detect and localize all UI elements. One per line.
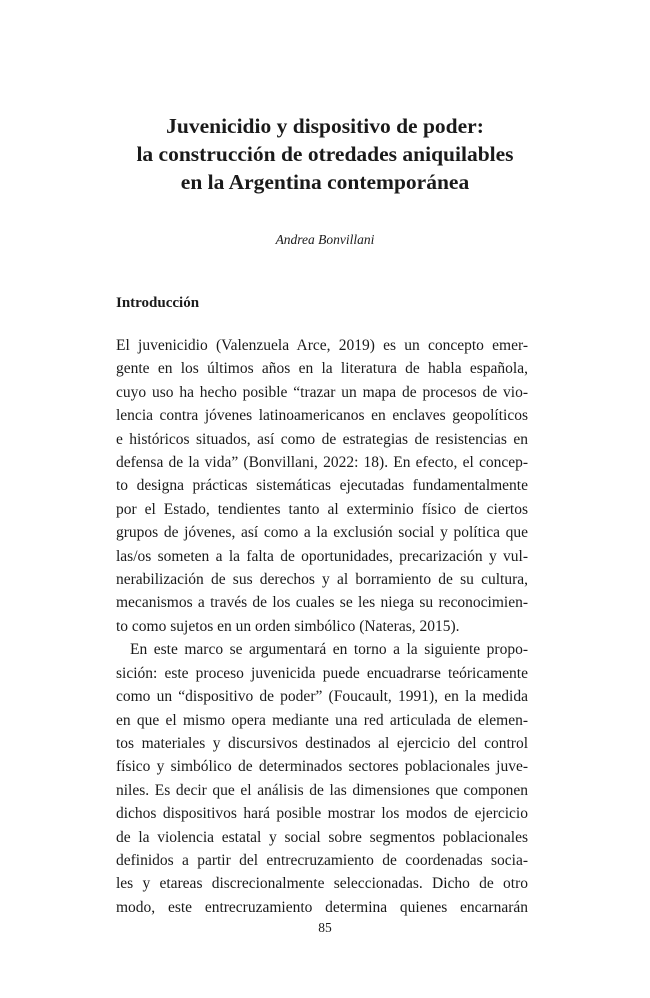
text-line: e históricos situados, así como de estrategias de resistencias en bbox=[116, 430, 528, 448]
text-line: tos materiales y discursivos destinados al ejercicio del control bbox=[116, 734, 528, 752]
text-line: defensa de la vida” (Bonvillani, 2022: 18). En efecto, el concep- bbox=[116, 454, 528, 472]
text-line: mecanismos a través de los cuales se les niega su reconocimien- bbox=[116, 594, 528, 612]
text-line: niles. Es decir que el análisis de las dimensiones que componen bbox=[116, 781, 528, 799]
text-line: gente en los últimos años en la literatura de habla española, bbox=[116, 360, 528, 378]
text-line: En este marco se argumentará en torno a la siguiente propo- bbox=[130, 641, 528, 659]
text-line: modo, este entrecruzamiento determina quienes encarnarán bbox=[116, 898, 528, 916]
text-line: de la violencia estatal y social sobre segmentos poblacionales bbox=[116, 828, 528, 846]
page-number: 85 bbox=[318, 920, 332, 935]
text-line: físico y simbólico de determinados sectores poblacionales juve- bbox=[116, 758, 528, 776]
text-line: dichos dispositivos hará posible mostrar los modos de ejercicio bbox=[116, 805, 528, 823]
chapter-title bbox=[0, 112, 650, 196]
text-line: les y etareas discrecionalmente seleccionadas. Dicho de otro bbox=[116, 875, 528, 893]
text-line: en que el mismo opera mediante una red articulada de elemen- bbox=[116, 711, 528, 729]
text-line: sición: este proceso juvenicida puede encuadrarse teóricamente bbox=[116, 664, 528, 682]
text-line: nerabilización de sus derechos y al borramiento de su cultura, bbox=[116, 571, 528, 589]
title-line: Juvenicidio y dispositivo de poder: bbox=[166, 114, 484, 138]
title-line: en la Argentina contemporánea bbox=[180, 170, 470, 194]
text-line: lencia contra jóvenes latinoamericanos en enclaves geopolíticos bbox=[116, 407, 528, 425]
text-line: por el Estado, tendientes tanto al exterminio físico de ciertos bbox=[116, 500, 528, 518]
text-line: como un “dispositivo de poder” (Foucault, 1991), en la medida bbox=[116, 688, 528, 706]
text-line: to como sujetos en un orden simbólico (Nateras, 2015). bbox=[116, 617, 460, 635]
text-line: cuyo uso ha hecho posible “trazar un mapa de procesos de vio- bbox=[116, 383, 528, 401]
text-line: to designa prácticas sistemáticas ejecutadas fundamentalmente bbox=[116, 477, 528, 495]
text-line: las/os someten a la falta de oportunidades, precarización y vul- bbox=[116, 547, 528, 565]
title-line: la construcción de otredades aniquilables bbox=[136, 142, 514, 166]
author-name: Andrea Bonvillani bbox=[275, 232, 375, 247]
section-heading: Introducción bbox=[116, 295, 200, 311]
text-line: El juvenicidio (Valenzuela Arce, 2019) es un concepto emer- bbox=[116, 337, 528, 354]
text-line: grupos de jóvenes, así como a la exclusión social y política que bbox=[116, 524, 528, 542]
paragraph-1 bbox=[116, 334, 528, 638]
text-line: definidos a partir del entrecruzamiento de coordenadas socia- bbox=[116, 851, 528, 869]
paragraph-2 bbox=[116, 638, 528, 919]
body-text bbox=[116, 334, 528, 919]
